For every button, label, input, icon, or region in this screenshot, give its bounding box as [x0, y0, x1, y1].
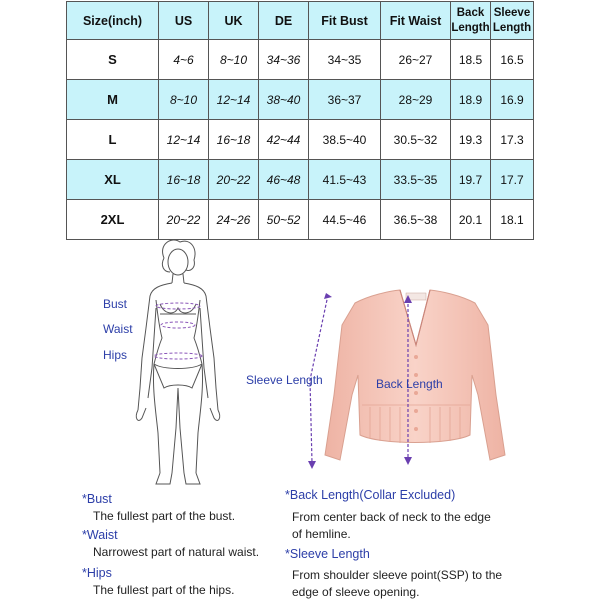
- sleeve-length-cell: 17.7: [491, 160, 534, 200]
- de-cell: 46~48: [259, 160, 309, 200]
- header-uk: UK: [209, 2, 259, 40]
- header-us: US: [159, 2, 209, 40]
- us-cell: 4~6: [159, 40, 209, 80]
- back-length-label: Back Length: [376, 377, 443, 391]
- sleeve-length-cell: 17.3: [491, 120, 534, 160]
- uk-cell: 8~10: [209, 40, 259, 80]
- sleeve-length-cell: 18.1: [491, 200, 534, 240]
- uk-cell: 24~26: [209, 200, 259, 240]
- sleeve-length-cell: 16.9: [491, 80, 534, 120]
- sleeve-length-note-title: *Sleeve Length: [285, 547, 370, 561]
- hips-note-title: *Hips: [82, 566, 112, 580]
- sleeve-length-note-text-1: From shoulder sleeve point(SSP) to the: [292, 568, 503, 582]
- fit-waist-cell: 26~27: [381, 40, 451, 80]
- uk-cell: 16~18: [209, 120, 259, 160]
- de-cell: 38~40: [259, 80, 309, 120]
- size-cell: L: [67, 120, 159, 160]
- sleeve-length-note-text-2: edge of sleeve opening.: [292, 585, 420, 599]
- header-back-length: Back Length: [451, 2, 491, 40]
- table-row: [67, 80, 534, 120]
- body-figure-illustration: [120, 238, 230, 488]
- table-row: [67, 160, 534, 200]
- header-de: DE: [259, 2, 309, 40]
- de-cell: 50~52: [259, 200, 309, 240]
- uk-cell: 20~22: [209, 160, 259, 200]
- hips-label: Hips: [103, 348, 128, 362]
- bust-label: Bust: [103, 297, 128, 311]
- back-length-note-title: *Back Length(Collar Excluded): [285, 488, 456, 502]
- uk-cell: 12~14: [209, 80, 259, 120]
- header-sleeve-length: Sleeve Length: [491, 2, 534, 40]
- sleeve-length-cell: 16.5: [491, 40, 534, 80]
- bust-note-text: The fullest part of the bust.: [93, 509, 236, 523]
- de-cell: 34~36: [259, 40, 309, 80]
- size-cell: XL: [67, 160, 159, 200]
- table-header-row: [67, 2, 534, 40]
- us-cell: 16~18: [159, 160, 209, 200]
- us-cell: 8~10: [159, 80, 209, 120]
- table-row: [67, 200, 534, 240]
- size-cell: S: [67, 40, 159, 80]
- header-size: Size(inch): [67, 2, 159, 40]
- size-cell: M: [67, 80, 159, 120]
- back-length-note-text-1: From center back of neck to the edge: [292, 510, 491, 524]
- waist-label: Waist: [103, 322, 133, 336]
- size-cell: 2XL: [67, 200, 159, 240]
- back-length-cell: 20.1: [451, 200, 491, 240]
- us-cell: 20~22: [159, 200, 209, 240]
- fit-bust-cell: 41.5~43: [309, 160, 381, 200]
- header-fit-bust: Fit Bust: [309, 2, 381, 40]
- sleeve-length-label: Sleeve Length: [246, 373, 323, 387]
- back-length-cell: 18.5: [451, 40, 491, 80]
- fit-bust-cell: 34~35: [309, 40, 381, 80]
- back-length-cell: 19.7: [451, 160, 491, 200]
- fit-waist-cell: 36.5~38: [381, 200, 451, 240]
- fit-bust-cell: 44.5~46: [309, 200, 381, 240]
- de-cell: 42~44: [259, 120, 309, 160]
- table-row: [67, 120, 534, 160]
- fit-bust-cell: 36~37: [309, 80, 381, 120]
- size-chart-table: [66, 1, 534, 240]
- fit-waist-cell: 33.5~35: [381, 160, 451, 200]
- back-length-note-text-2: of hemline.: [292, 527, 351, 541]
- fit-bust-cell: 38.5~40: [309, 120, 381, 160]
- back-length-cell: 19.3: [451, 120, 491, 160]
- waist-note-text: Narrowest part of natural waist.: [93, 545, 260, 559]
- header-fit-waist: Fit Waist: [381, 2, 451, 40]
- waist-note-title: *Waist: [82, 528, 118, 542]
- table-row: [67, 40, 534, 80]
- hips-note-text: The fullest part of the hips.: [93, 583, 235, 597]
- fit-waist-cell: 30.5~32: [381, 120, 451, 160]
- fit-waist-cell: 28~29: [381, 80, 451, 120]
- us-cell: 12~14: [159, 120, 209, 160]
- back-length-cell: 18.9: [451, 80, 491, 120]
- bust-note-title: *Bust: [82, 492, 112, 506]
